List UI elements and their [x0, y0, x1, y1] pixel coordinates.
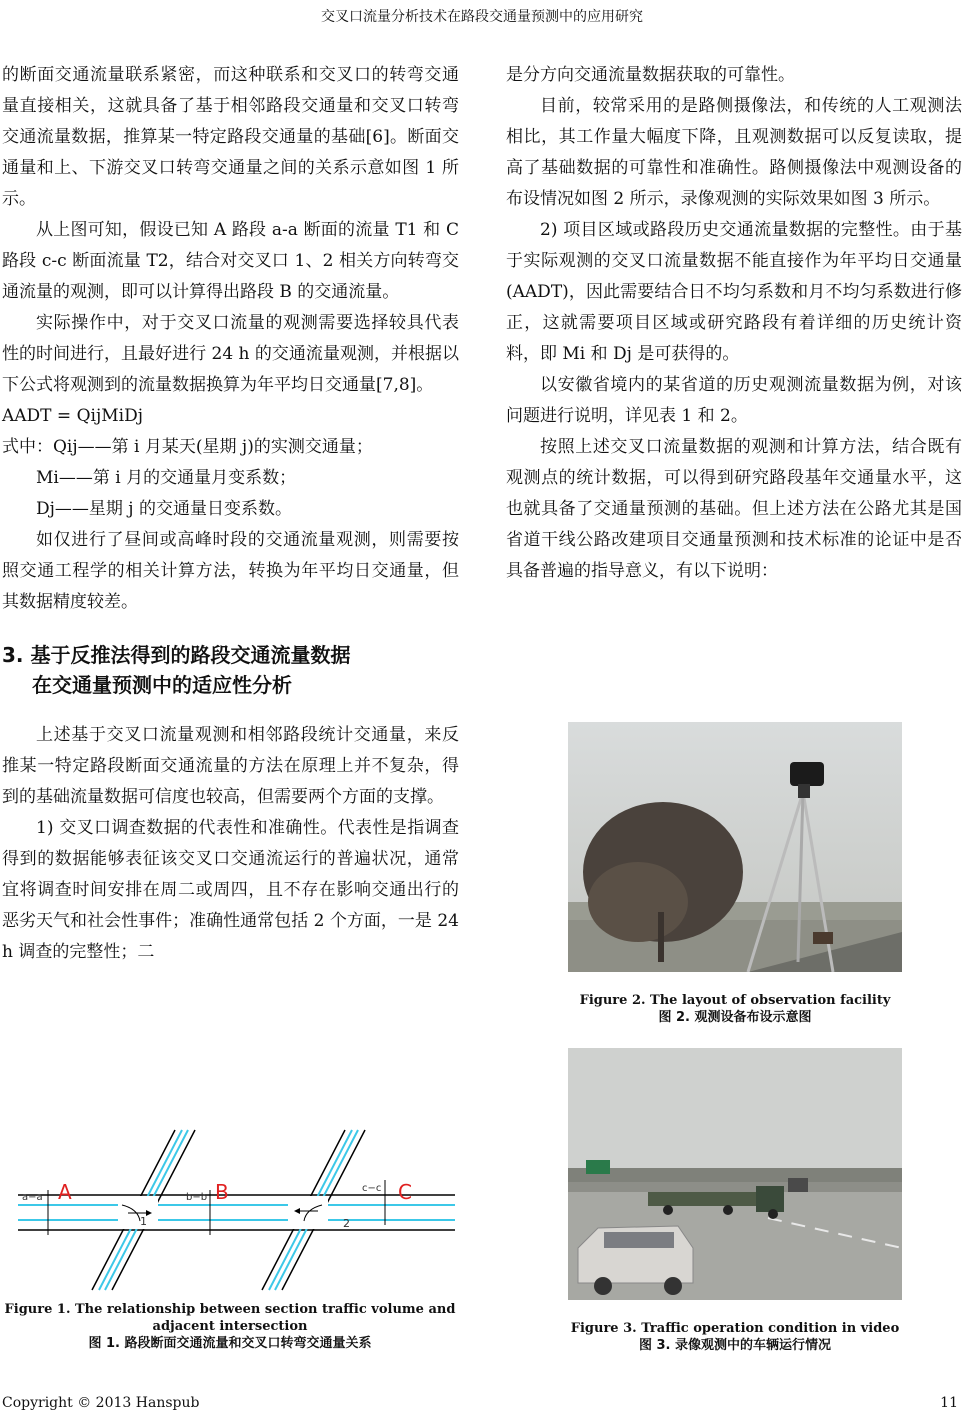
figure-3-caption-en: Figure 3. Traffic operation condition in video	[570, 1321, 900, 1336]
figure-1-caption-en: Figure 1. The relationship between section traffic volume and adjacent intersection	[4, 1302, 456, 1334]
paragraph: 如仅进行了昼间或高峰时段的交通流量观测，则需要按照交通工程学的相关计算方法，转换为年平均日交通量，但其数据精度较差。	[2, 530, 459, 612]
running-header: 交叉口流量分析技术在路段交通量预测中的应用研究	[321, 9, 643, 25]
figure-2-caption-en: Figure 2. The layout of observation facility	[579, 993, 891, 1008]
section-label-aa: a−a	[22, 1192, 43, 1203]
right-column	[506, 60, 962, 587]
copyright-footer: Copyright © 2013 Hanspub	[2, 1395, 200, 1411]
paragraph: 按照上述交叉口流量数据的观测和计算方法，结合既有观测点的统计数据，可以得到研究路段基年交通量水平，这也就具备了交通量预测的基础。但上述方法在公路尤其是国省道干线公路改建项目交通量预测和技术标准的论证中是否具备普遍的指导意义，有以下说明：	[506, 437, 962, 581]
traffic-video-photo	[568, 1048, 902, 1300]
section-heading-line: 在交通量预测中的适应性分析	[32, 673, 292, 697]
figure-2-photo	[568, 722, 902, 1026]
left-column	[2, 60, 459, 968]
figure-2-caption-cn: 图 2. 观测设备布设示意图	[658, 1010, 812, 1025]
section-label-bb: b−b	[186, 1192, 208, 1203]
road-label-a: A	[58, 1180, 72, 1204]
figure-3-photo	[568, 1048, 902, 1354]
section-heading	[2, 640, 459, 700]
paragraph: 2) 项目区域或路段历史交通流量数据的完整性。由于基于实际观测的交叉口流量数据不能直接作为年平均日交通量(AADT)，因此需要结合日不均匀系数和月不均匀系数进行修正，这就需要项目区域或研究路段有着详细的历史统计资料，即 Mi 和 Dj 是可获得的。	[506, 220, 962, 364]
paragraph: 是分方向交通流量数据获取的可靠性。	[506, 65, 795, 85]
intersection-label-2: 2	[343, 1217, 350, 1230]
section-label-cc: c−c	[362, 1183, 382, 1194]
aadt-formula: AADT = QijMiDj	[2, 406, 143, 426]
road-label-c: C	[398, 1180, 412, 1204]
road-label-b: B	[215, 1180, 229, 1204]
observation-facility-photo	[568, 722, 902, 972]
figure-3-caption-cn: 图 3. 录像观测中的车辆运行情况	[638, 1338, 832, 1353]
paragraph: 实际操作中，对于交叉口流量的观测需要选择较具代表性的时间进行，且最好进行 24 h 的交通流量观测，并根据以下公式将观测到的流量数据换算为年平均日交通量[7,8]。	[2, 313, 459, 395]
paragraph: 目前，较常采用的是路侧摄像法，和传统的人工观测法相比，其工作量大幅度下降，且观测数据可以反复读取，提高了基础数据的可靠性和准确性。路侧摄像法中观测设备的布设情况如图 2 所示，录像观测的实际效果如图 3 所示。	[506, 96, 962, 209]
paragraph: 以安徽省境内的某省道的历史观测流量数据为例，对该问题进行说明，详见表 1 和 2。	[506, 375, 962, 426]
formula-definition: 式中：Qij——第 i 月某天(星期 j)的实测交通量；	[2, 437, 373, 457]
paragraph: 上述基于交叉口流量观测和相邻路段统计交通量，来反推某一特定路段断面交通流量的方法在原理上并不复杂，得到的基础流量数据可信度也较高，但需要两个方面的支撑。	[2, 725, 459, 807]
formula-definition: Dj——星期 j 的交通量日变系数。	[36, 499, 292, 519]
paragraph: 从上图可知，假设已知 A 路段 a-a 断面的流量 T1 和 C 路段 c-c 断面流量 T2，结合对交叉口 1、2 相关方向转弯交通流量的观测，即可以计算得出路段 B 的交通流量。	[2, 220, 459, 302]
section-heading-line: 3. 基于反推法得到的路段交通流量数据	[2, 643, 351, 667]
paragraph: 的断面交通流量联系紧密，而这种联系和交叉口的转弯交通量直接相关，这就具备了基于相邻路段交通量和交叉口转弯交通流量数据，推算某一特定路段交通量的基础[6]。断面交通量和上、下游交叉口转弯交通量之间的关系示意如图 1 所示。	[2, 65, 459, 209]
figure-1	[0, 1125, 460, 1352]
paragraph: 1) 交叉口调查数据的代表性和准确性。代表性是指调查得到的数据能够表征该交叉口交通流运行的普遍状况，通常宜将调查时间安排在周二或周四，且不存在影响交通出行的恶劣天气和社会性事件；准确性通常包括 2 个方面，一是 24 h 调查的完整性；二	[2, 818, 459, 962]
figure-1-caption-cn: 图 1. 路段断面交通流量和交叉口转弯交通量关系	[88, 1336, 372, 1351]
formula-definition: Mi——第 i 月的交通量月变系数；	[36, 468, 297, 488]
page-number: 11	[940, 1395, 958, 1411]
road-intersection-diagram	[0, 1125, 460, 1295]
intersection-label-1: 1	[140, 1215, 147, 1228]
